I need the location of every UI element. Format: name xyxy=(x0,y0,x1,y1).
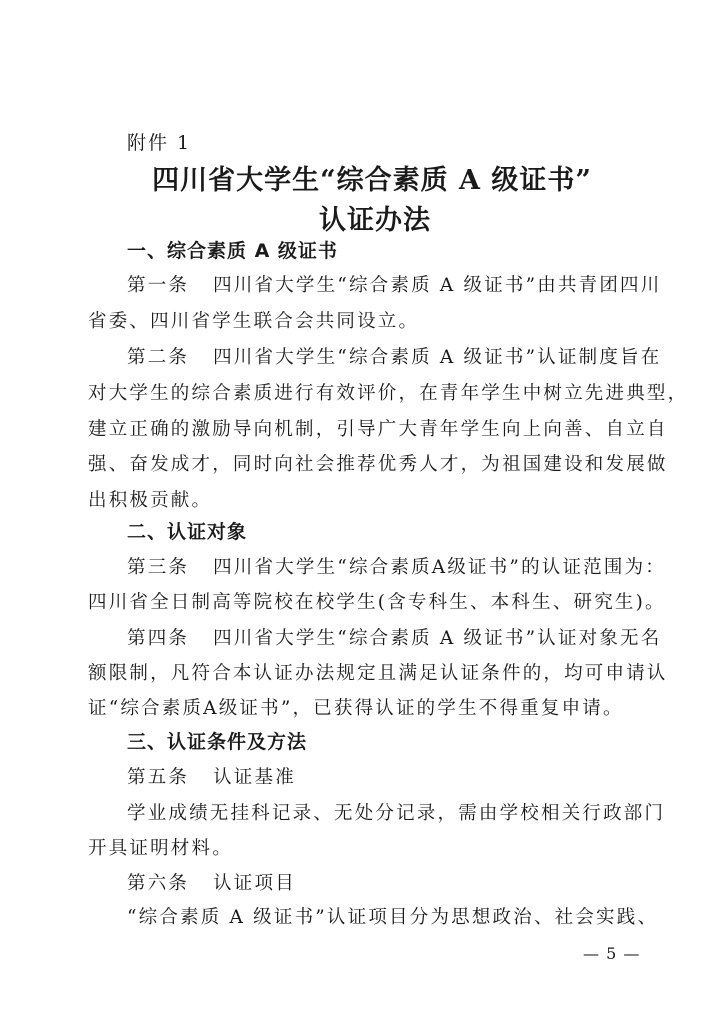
article-2-line3: 建立正确的激励导向机制，引导广大青年学生向上向善、自立自 xyxy=(88,419,668,440)
article-6-title: 认证项目 xyxy=(213,873,296,894)
article-3-line1 xyxy=(127,553,666,579)
article-2-line4: 强、奋发成才，同时向社会推荐优秀人才，为祖国建设和发展做 xyxy=(88,454,668,475)
article-6-heading xyxy=(127,869,637,895)
article-3-line2: 四川省全日制高等院校在校学生(含专科生、本科生、研究生)。 xyxy=(88,592,666,613)
article-5-line1: 学业成绩无挂科记录、无处分记录，需由学校相关行政部门 xyxy=(127,803,666,824)
article-5-line2: 开具证明材料。 xyxy=(88,838,233,859)
article-4-text-1: 四川省大学生“综合素质 A 级证书”认证对象无名 xyxy=(213,628,662,649)
article-3-label: 第三条 xyxy=(127,557,190,578)
article-2-line5: 出积极贡献。 xyxy=(88,490,213,511)
attachment-label: 附件 1 xyxy=(127,132,192,154)
page-number: — 5 — xyxy=(583,944,641,963)
article-4-line3: 证“综合素质A级证书”，已获得认证的学生不得重复申请。 xyxy=(88,698,624,719)
article-5-label: 第五条 xyxy=(127,767,190,788)
article-2-line1 xyxy=(127,343,662,369)
article-5-title: 认证基准 xyxy=(213,767,296,788)
article-4-line1 xyxy=(127,624,662,650)
section-heading-3: 三、认证条件及方法 xyxy=(127,731,308,753)
section-heading-2: 二、认证对象 xyxy=(127,521,248,543)
section-heading-1: 一、综合素质 A 级证书 xyxy=(127,240,338,262)
article-1-line1 xyxy=(127,271,662,297)
article-3-text-1: 四川省大学生“综合素质A级证书”的认证范围为： xyxy=(213,557,666,578)
article-2-line2: 对大学生的综合素质进行有效评价，在青年学生中树立先进典型， xyxy=(88,383,689,404)
document-title-line1: 四川省大学生“综合素质 A 级证书” xyxy=(152,165,592,196)
article-6-label: 第六条 xyxy=(127,873,190,894)
document-title-line2: 认证办法 xyxy=(319,205,431,236)
article-1-label: 第一条 xyxy=(127,275,190,296)
article-1-text-1: 四川省大学生“综合素质 A 级证书”由共青团四川 xyxy=(213,275,662,296)
article-5-heading xyxy=(127,763,637,789)
article-6-line1: “综合素质 A 级证书”认证项目分为思想政治、社会实践、 xyxy=(127,907,659,928)
article-1-line2: 省委、四川省学生联合会共同设立。 xyxy=(88,311,420,332)
article-2-label: 第二条 xyxy=(127,347,190,368)
article-2-text-1: 四川省大学生“综合素质 A 级证书”认证制度旨在 xyxy=(213,347,662,368)
article-4-label: 第四条 xyxy=(127,628,190,649)
article-4-line2: 额限制，凡符合本认证办法规定且满足认证条件的，均可申请认 xyxy=(88,663,668,684)
